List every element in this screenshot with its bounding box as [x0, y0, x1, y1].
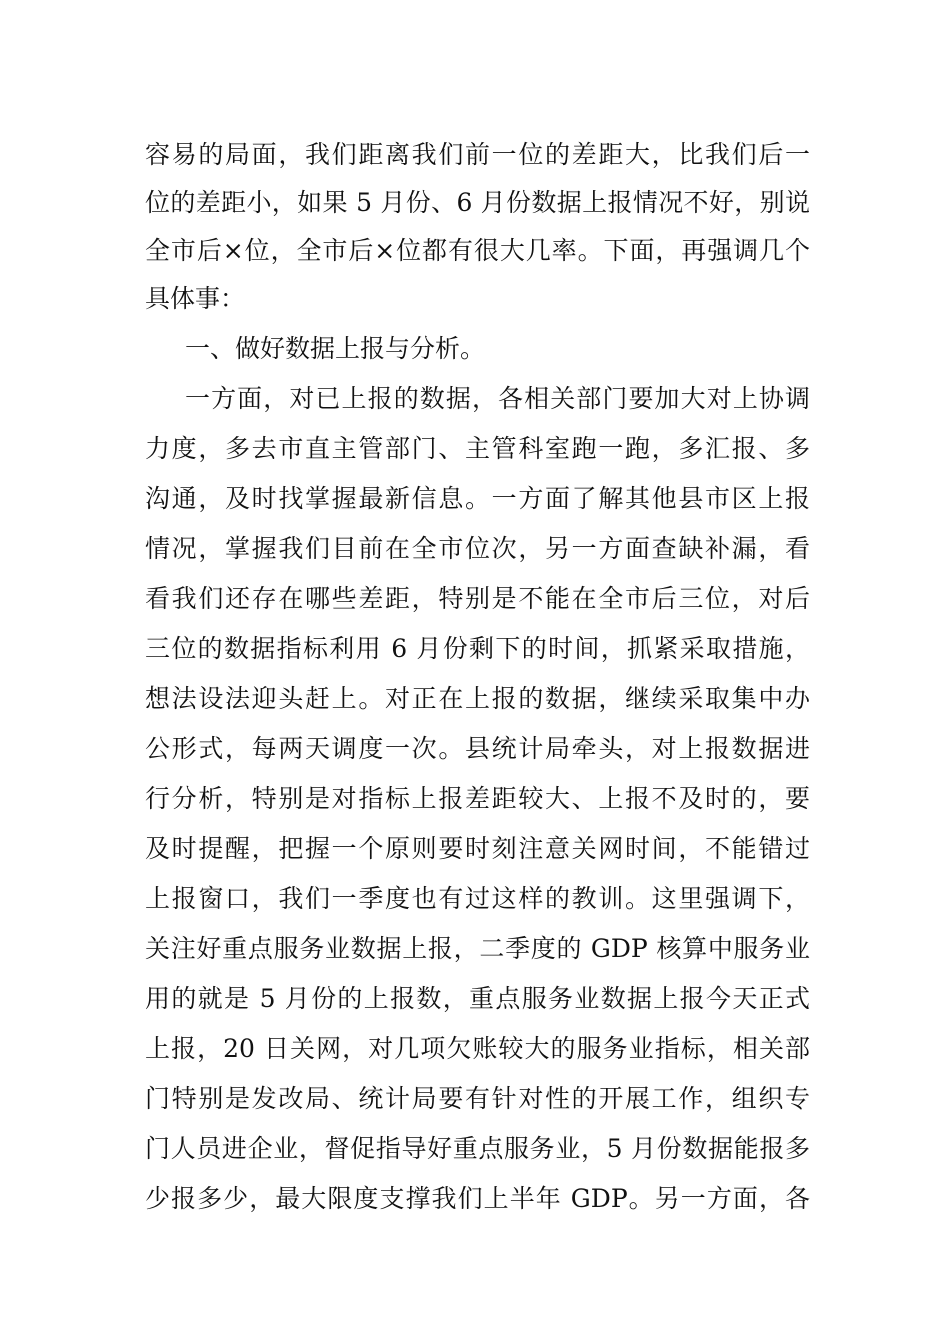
text-line: 情况，掌握我们目前在全市位次，另一方面查缺补漏，看: [145, 534, 810, 563]
text-line: 沟通，及时找掌握最新信息。一方面了解其他县市区上报: [145, 484, 810, 513]
section-heading: 一、做好数据上报与分析。: [185, 334, 486, 363]
text-line: 门特别是发改局、统计局要有针对性的开展工作，组织专: [145, 1084, 810, 1113]
text-line: 位的差距小，如果 5 月份、6 月份数据上报情况不好，别说: [145, 188, 810, 217]
text-line: 具体事：: [145, 284, 246, 313]
text-line: 行分析，特别是对指标上报差距较大、上报不及时的，要: [145, 784, 810, 813]
text-line: 门人员进企业，督促指导好重点服务业，5 月份数据能报多: [145, 1134, 810, 1163]
text-line: 上报，20 日关网，对几项欠账较大的服务业指标，相关部: [145, 1034, 810, 1063]
text-line: 力度，多去市直主管部门、主管科室跑一跑，多汇报、多: [145, 434, 810, 463]
text-line: 看我们还存在哪些差距，特别是不能在全市后三位，对后: [145, 584, 810, 613]
text-line: 全市后×位，全市后×位都有很大几率。下面，再强调几个: [145, 236, 810, 265]
text-line: 关注好重点服务业数据上报，二季度的 GDP 核算中服务业: [145, 934, 810, 963]
text-line: 用的就是 5 月份的上报数，重点服务业数据上报今天正式: [145, 984, 810, 1013]
text-line: 上报窗口，我们一季度也有过这样的教训。这里强调下，: [145, 884, 810, 913]
text-line: 三位的数据指标利用 6 月份剩下的时间，抓紧采取措施，: [145, 634, 810, 663]
text-line: 及时提醒，把握一个原则要时刻注意关网时间，不能错过: [145, 834, 810, 863]
text-line: 容易的局面，我们距离我们前一位的差距大，比我们后一: [145, 140, 810, 169]
text-line: 少报多少，最大限度支撑我们上半年 GDP。另一方面，各: [145, 1184, 810, 1213]
text-line: 公形式，每两天调度一次。县统计局牵头，对上报数据进: [145, 734, 810, 763]
text-line: 想法设法迎头赶上。对正在上报的数据，继续采取集中办: [145, 684, 810, 713]
text-line: 一方面，对已上报的数据，各相关部门要加大对上协调: [185, 384, 810, 413]
